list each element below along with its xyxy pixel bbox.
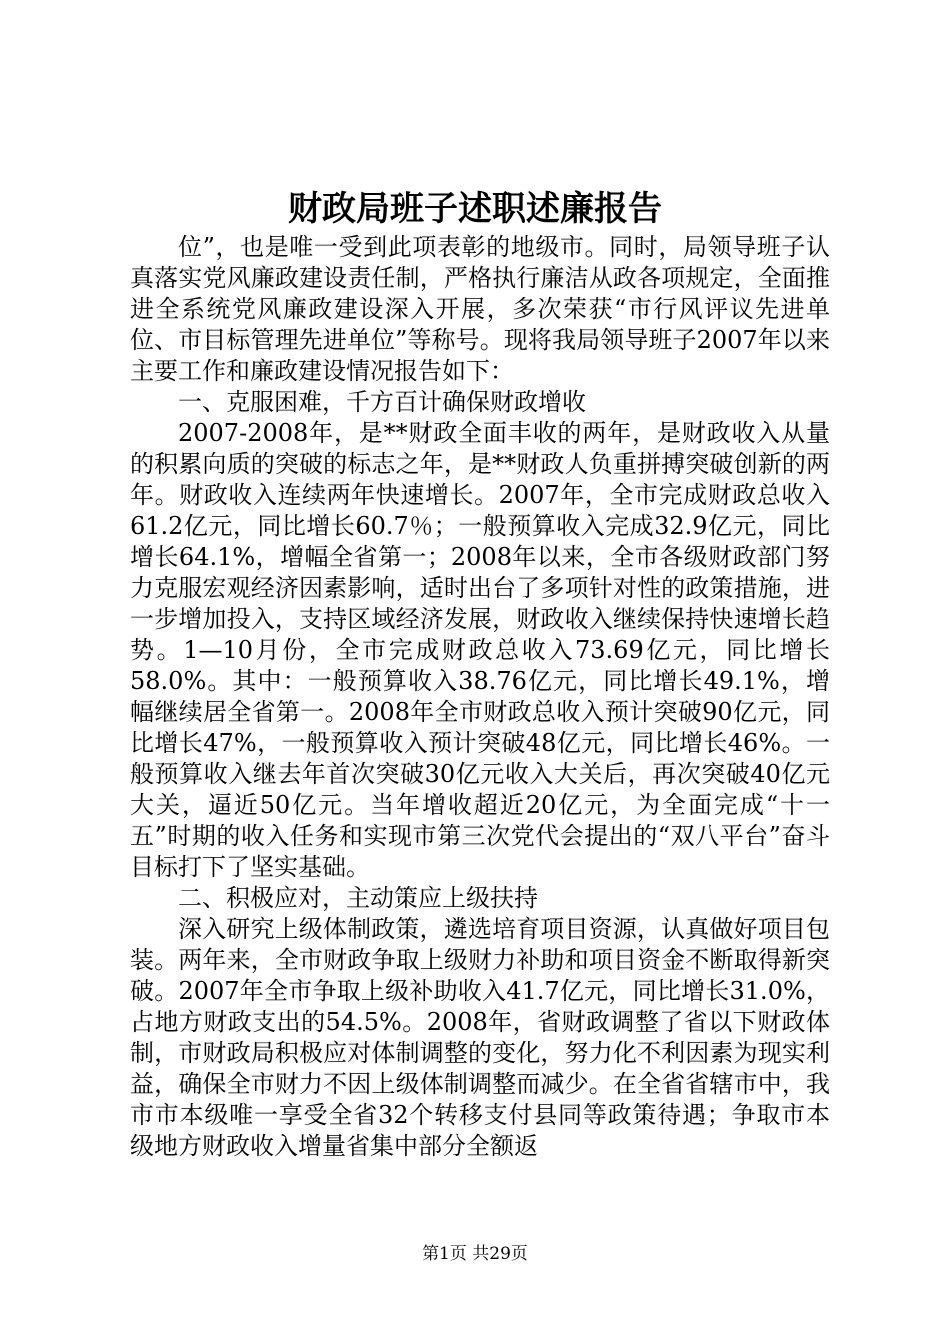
page-number-footer: 第1页 共29页 — [422, 1244, 528, 1264]
section-heading-2: 二、积极应对，主动策应上级扶持 — [178, 884, 538, 912]
document-body — [130, 232, 830, 1162]
paragraph-intro: 位”，也是唯一受到此项表彰的地级市。同时，局领导班子认真落实党风廉政建设责任制，严格执行廉洁从政各项规定，全面推进全系统党风廉政建设深入开展，多次荣获“市行风评议先进单位、市目标管理先进单位”等称号。现将我局领导班子2007年以来主要工作和廉政建设情况报告如下： — [130, 233, 830, 385]
paragraph-support: 深入研究上级体制政策，遴选培育项目资源，认真做好项目包装。两年来，全市财政争取上级财力补助和项目资金不断取得新突破。2007年全市争取上级补助收入41.7亿元，同比增长31.0%，占地方财政支出的54.5%。2008年，省财政调整了省以下财政体制，市财政局积极应对体制调整的变化，努力化不利因素为现实利益，确保全市财力不因上级体制调整而减少。在全省省辖市中，我市市本级唯一享受全省32个转移支付县同等政策待遇；争取市本级地方财政收入增量省集中部分全额返 — [130, 915, 830, 1160]
document-title: 财政局班子述职述廉报告 — [288, 189, 662, 229]
paragraph-revenue: 2007-2008年，是**财政全面丰收的两年，是财政收入从量的积累向质的突破的标志之年，是**财政人负重拼搏突破创新的两年。财政收入连续两年快速增长。2007年，全市完成财政总收入61.2亿元，同比增长60.7％；一般预算收入完成32.9亿元，同比增长64.1%，增幅全省第一；2008年以来，全市各级财政部门努力克服宏观经济因素影响，适时出台了多项针对性的政策措施，进一步增加投入，支持区域经济发展，财政收入继续保持快速增长趋势。1—10月份，全市完成财政总收入73.69亿元，同比增长58.0%。其中：一般预算收入38.76亿元，同比增长49.1%，增幅继续居全省第一。2008年全市财政总收入预计突破90亿元，同比增长47%，一般预算收入预计突破48亿元，同比增长46%。一般预算收入继去年首次突破30亿元收入大关后，再次突破40亿元大关，逼近50亿元。当年增收超近20亿元，为全面完成“十一五”时期的收入任务和实现市第三次党代会提出的“双八平台”奋斗目标打下了坚实基础。 — [130, 419, 830, 881]
section-heading-1: 一、克服困难，千方百计确保财政增收 — [178, 388, 586, 416]
